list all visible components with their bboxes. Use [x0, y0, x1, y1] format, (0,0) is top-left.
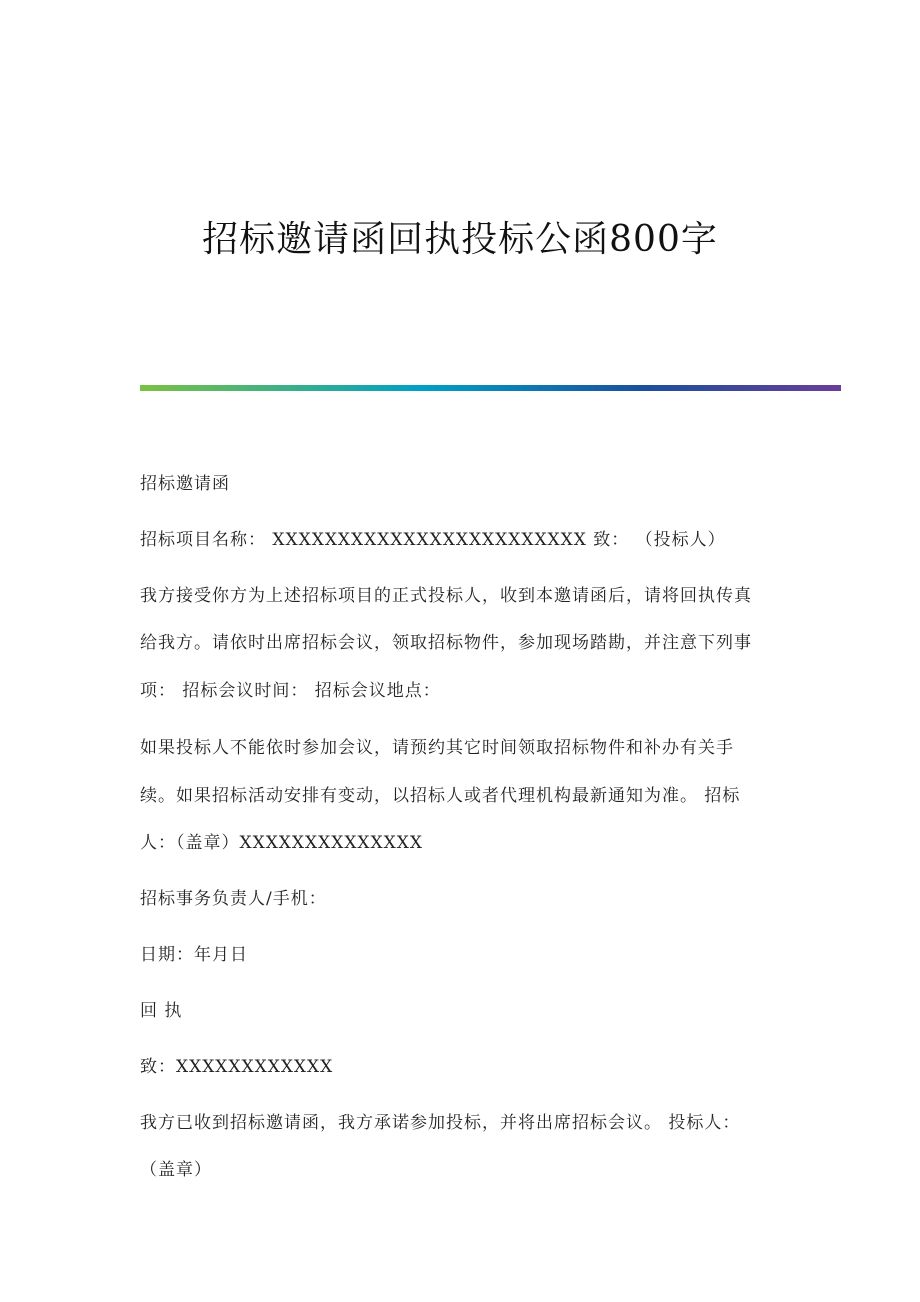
- seal-line: （盖章）: [140, 1160, 212, 1180]
- date-line: 日期：年月日: [140, 945, 248, 965]
- body-line: 续。如果招标活动安排有变动，以招标人或者代理机构最新通知为准。 招标: [140, 786, 741, 806]
- document-title: 招标邀请函回执投标公函800字: [202, 219, 718, 260]
- heading-invitation: 招标邀请函: [140, 474, 230, 494]
- body-line: 给我方。请依时出席招标会议，领取招标物件，参加现场踏勘，并注意下列事: [140, 633, 752, 653]
- body-line: 人：（盖章）XXXXXXXXXXXXXX: [140, 833, 423, 853]
- body-line: 项： 招标会议时间： 招标会议地点：: [140, 681, 441, 701]
- body-line: 我方已收到招标邀请函，我方承诺参加投标，并将出席招标会议。 投标人：: [140, 1113, 741, 1133]
- gradient-divider: [140, 385, 841, 391]
- recipient-line: 致：XXXXXXXXXXXX: [140, 1057, 334, 1077]
- body-line: 我方接受你方为上述招标项目的正式投标人，收到本邀请函后，请将回执传真: [140, 586, 752, 606]
- project-name-line: 招标项目名称： XXXXXXXXXXXXXXXXXXXXXXXX 致： （投标人）: [140, 530, 726, 550]
- heading-receipt: 回 执: [140, 1001, 183, 1021]
- body-line: 如果投标人不能依时参加会议，请预约其它时间领取招标物件和补办有关手: [140, 738, 734, 758]
- contact-line: 招标事务负责人/手机：: [140, 889, 327, 909]
